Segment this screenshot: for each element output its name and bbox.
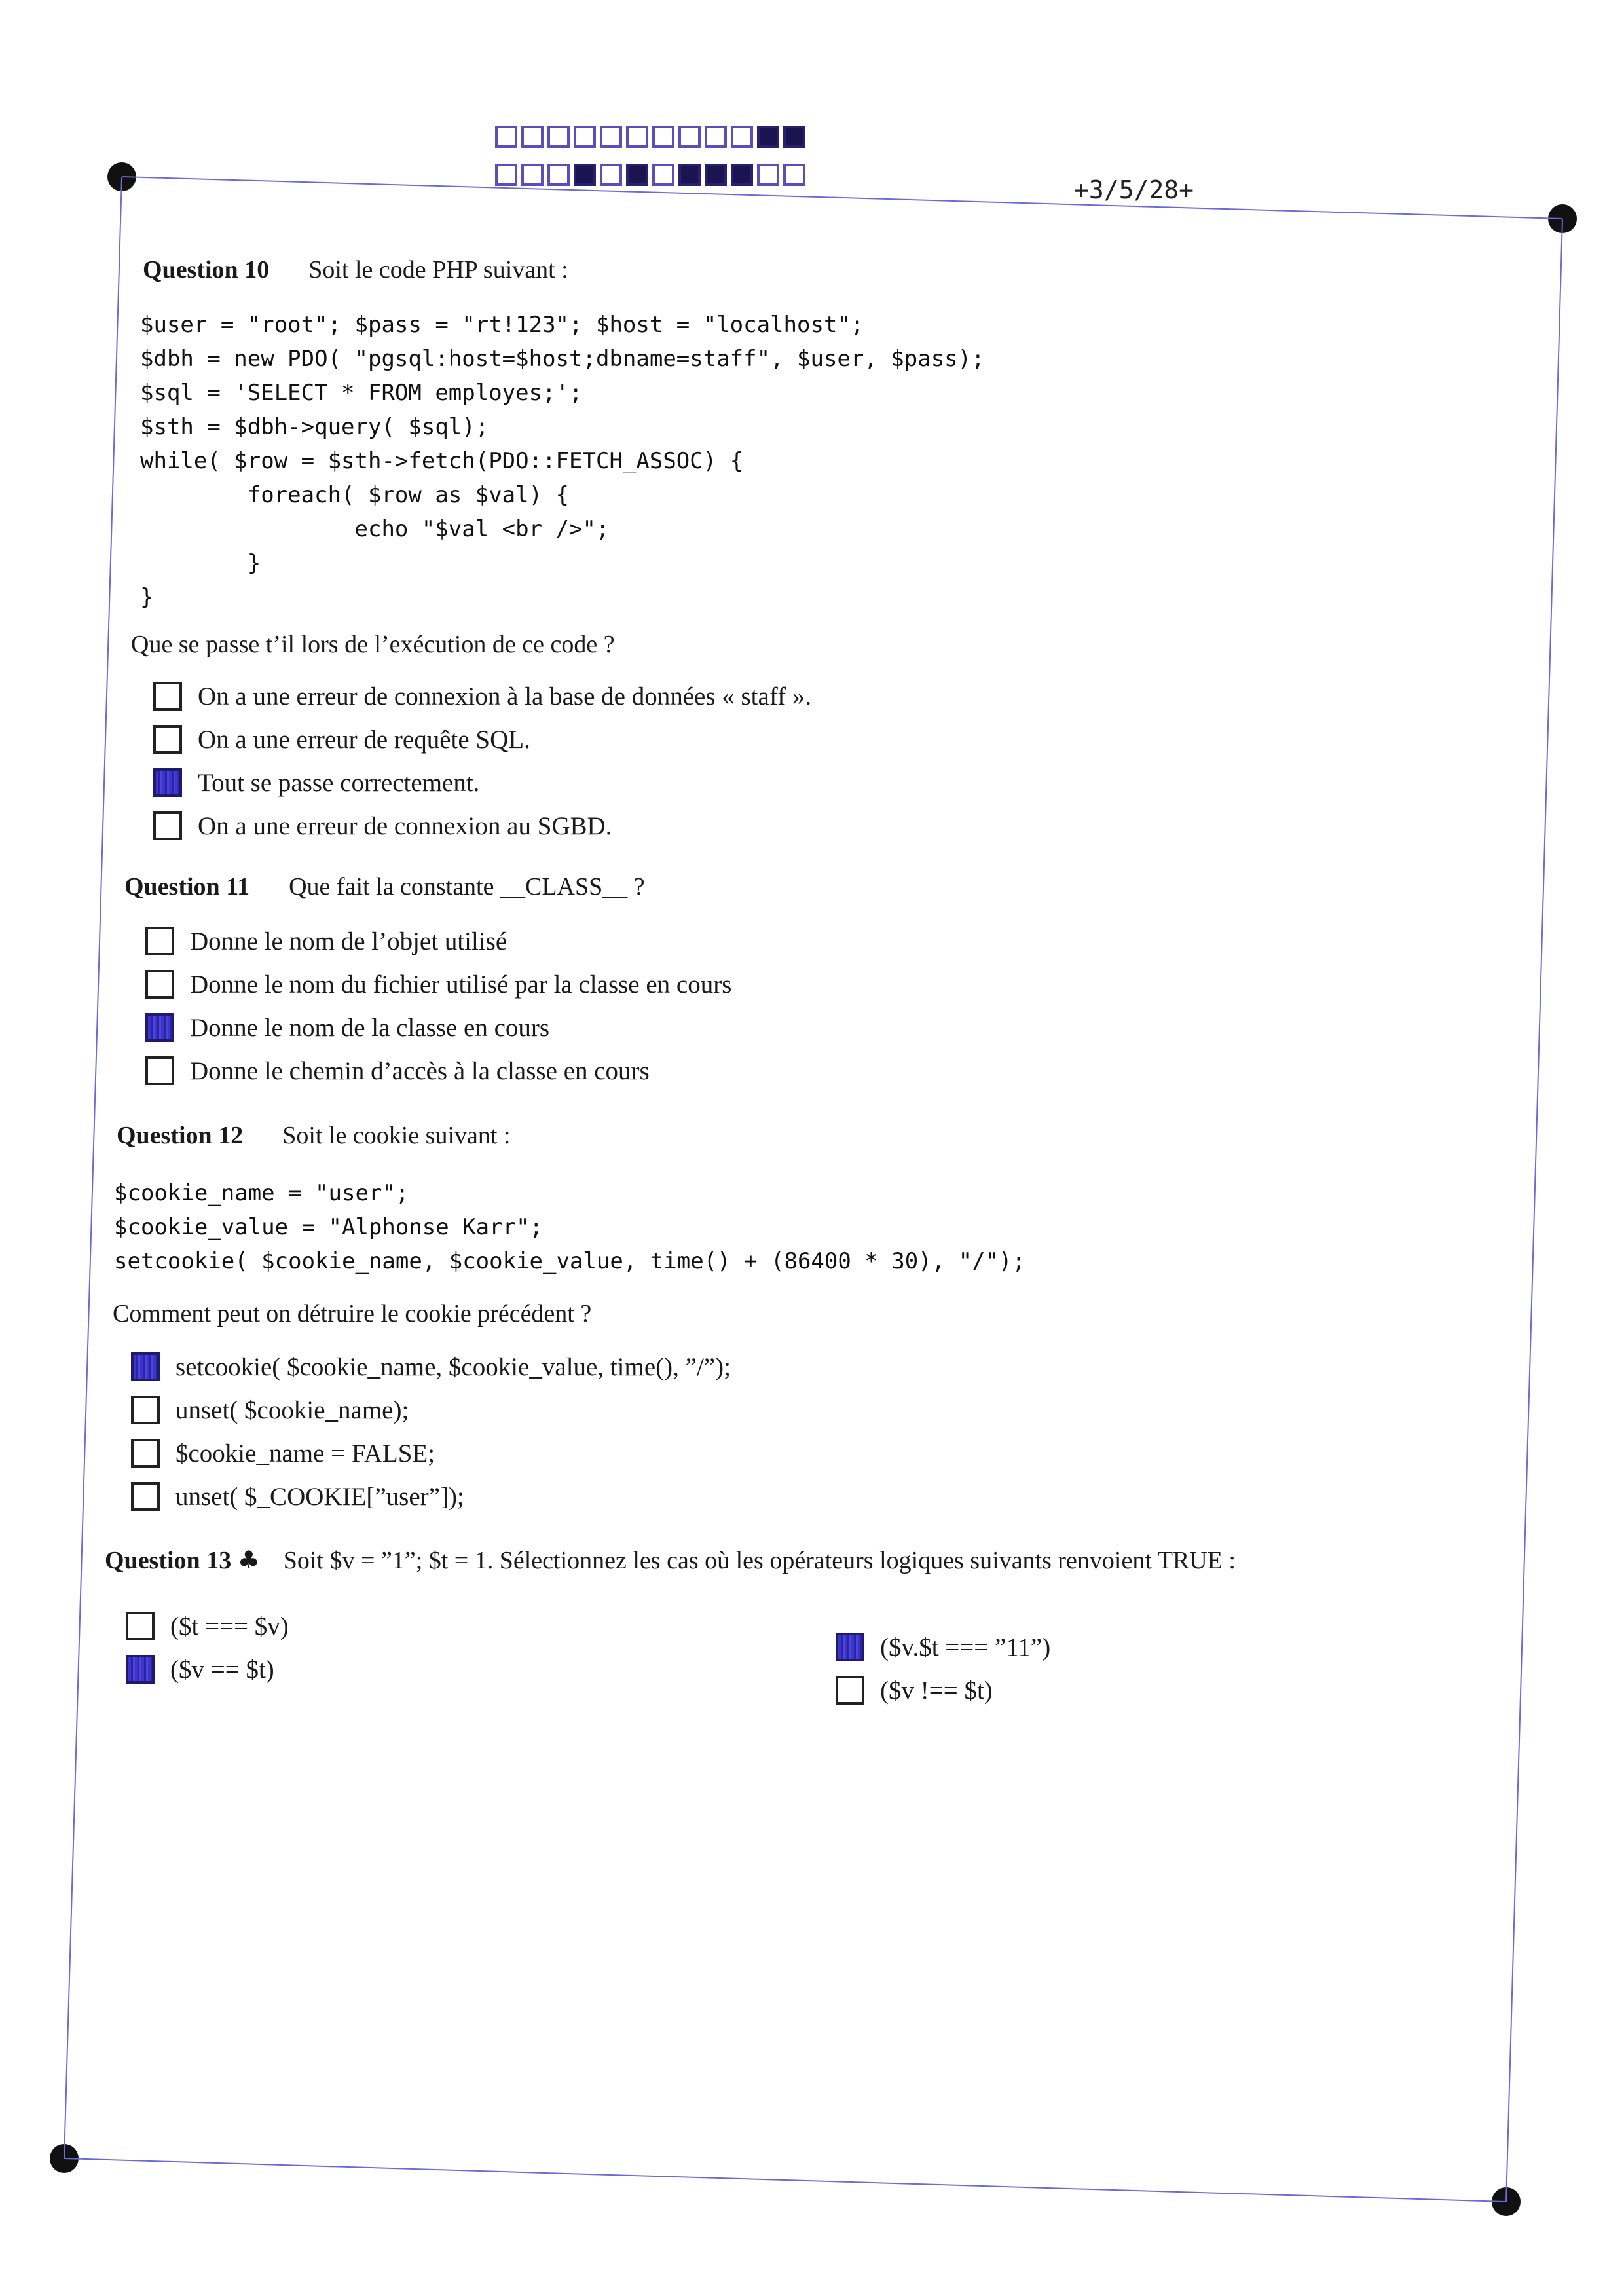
answer-option[interactable]: ($v == $t): [126, 1648, 289, 1691]
answer-option[interactable]: ($v.$t === ”11”): [836, 1625, 1050, 1669]
answer-option[interactable]: On a une erreur de connexion au SGBD.: [153, 804, 811, 847]
answer-option[interactable]: unset( $cookie_name);: [131, 1388, 731, 1432]
checkbox[interactable]: [126, 1612, 155, 1640]
answers-question-13-left: [126, 1604, 289, 1691]
answers-question-11: [145, 919, 731, 1092]
checkbox[interactable]: [836, 1676, 864, 1705]
checkbox[interactable]: [153, 725, 182, 754]
question-title: Question 12: [117, 1122, 244, 1149]
checkbox[interactable]: [145, 927, 174, 955]
question-prompt: Que se passe t’il lors de l’exécution de ce code ?: [131, 631, 615, 658]
checkbox-checked[interactable]: [131, 1352, 160, 1381]
page-id: +3/5/28+: [1074, 176, 1194, 204]
question-title: Question 11: [124, 873, 250, 900]
checkbox-checked[interactable]: [836, 1633, 864, 1661]
answer-option[interactable]: Tout se passe correctement.: [153, 761, 811, 804]
answer-option[interactable]: setcookie( $cookie_name, $cookie_value, time(), ”/”);: [131, 1345, 731, 1388]
question-11: [124, 872, 645, 901]
checkbox[interactable]: [153, 811, 182, 840]
question-prompt: Comment peut on détruire le cookie précédent ?: [113, 1300, 592, 1327]
question-title: Question 10: [143, 256, 270, 284]
question-10: [143, 255, 568, 284]
checkbox-checked[interactable]: [126, 1655, 155, 1684]
question-text: Soit $v = ”1”; $t = 1. Sélectionnez les cas où les opérateurs logiques suivants renvoient TRUE :: [283, 1547, 1236, 1574]
checkbox-checked[interactable]: [153, 768, 182, 797]
question-12: [117, 1121, 511, 1150]
answer-option[interactable]: unset( $_COOKIE[”user”]);: [131, 1475, 731, 1518]
checkbox[interactable]: [131, 1439, 160, 1468]
answer-option[interactable]: Donne le nom de l’objet utilisé: [145, 919, 731, 963]
answer-option[interactable]: ($v !== $t): [836, 1669, 1050, 1712]
answer-option[interactable]: On a une erreur de connexion à la base de données « staff ».: [153, 675, 811, 718]
question-text: Soit le cookie suivant :: [282, 1122, 511, 1149]
answers-question-10: [153, 675, 811, 847]
checkbox[interactable]: [131, 1396, 160, 1424]
checkbox-checked[interactable]: [145, 1013, 174, 1042]
answer-option[interactable]: $cookie_name = FALSE;: [131, 1432, 731, 1475]
answer-option[interactable]: Donne le chemin d’accès à la classe en cours: [145, 1049, 731, 1092]
answers-question-12: [131, 1345, 731, 1518]
question-13: [105, 1546, 1236, 1575]
club-icon: ♣: [237, 1546, 260, 1574]
answers-question-13-right: [836, 1625, 1050, 1712]
id-code-row-2: [495, 164, 805, 186]
checkbox[interactable]: [153, 682, 182, 711]
checkbox[interactable]: [145, 970, 174, 999]
id-code-row-1: [495, 126, 805, 148]
answer-option[interactable]: On a une erreur de requête SQL.: [153, 718, 811, 761]
answer-option[interactable]: ($t === $v): [126, 1604, 289, 1648]
answer-option[interactable]: Donne le nom du fichier utilisé par la classe en cours: [145, 963, 731, 1006]
answer-option[interactable]: Donne le nom de la classe en cours: [145, 1006, 731, 1049]
question-text: Que fait la constante __CLASS__ ?: [289, 873, 645, 900]
question-text: Soit le code PHP suivant :: [308, 256, 568, 284]
checkbox[interactable]: [131, 1482, 160, 1511]
php-code-block: $user = "root"; $pass = "rt!123"; $host = "localhost"; $dbh = new PDO( "pgsql:host=$host;dbname=staff", $user, $pass); $sql = 'SELECT * FROM employes;'; $sth = $dbh->query( $sql); while( $row = $sth->fetch(PDO::FETCH_ASSOC) { foreach( $row as $val) { echo "$val <br />"; } }: [140, 312, 985, 610]
question-title: Question 13 ♣: [105, 1546, 260, 1574]
php-code-block: $cookie_name = "user"; $cookie_value = "Alphonse Karr"; setcookie( $cookie_name, $cookie_value, time() + (86400 * 30), "/");: [114, 1180, 1025, 1274]
checkbox[interactable]: [145, 1056, 174, 1085]
